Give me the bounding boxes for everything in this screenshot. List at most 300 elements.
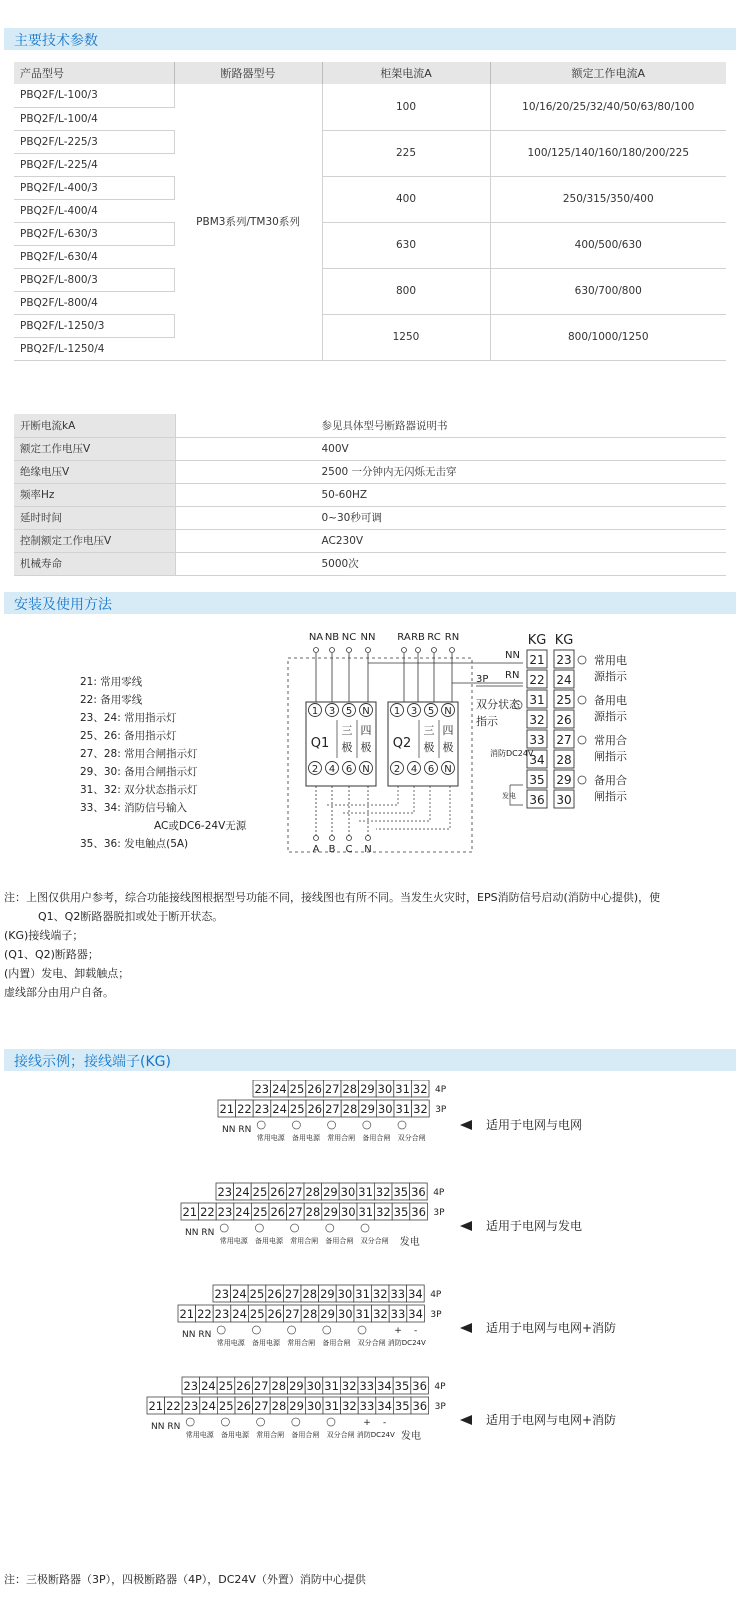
pole-label: 三 <box>423 724 435 737</box>
wire <box>368 663 523 686</box>
example-terminal-num: 23 <box>214 1307 230 1321</box>
example-terminal-num: 31 <box>324 1399 340 1413</box>
lamp-icon <box>361 1224 369 1232</box>
example-terminal-num: 28 <box>302 1287 318 1301</box>
p3-label: 3P <box>435 1105 447 1115</box>
kg-label: KG <box>554 633 574 648</box>
example-terminal-num: 36 <box>412 1399 428 1413</box>
terminal-dot <box>314 648 319 653</box>
table-cell: PBQ2F/L-800/3 <box>14 268 174 291</box>
lamp-icon <box>328 1121 336 1129</box>
pole-label: 极 <box>423 741 435 754</box>
example-terminal-num: 32 <box>413 1102 428 1116</box>
minus-sign: - <box>382 1418 387 1428</box>
table-cell: 100 <box>322 84 490 130</box>
example-terminal-num: 27 <box>253 1379 269 1393</box>
phase-label: NB <box>324 632 340 643</box>
param-value: 0~30秒可调 <box>175 506 726 529</box>
param-value: 400V <box>175 437 726 460</box>
output-label: N <box>364 844 372 855</box>
example-terminal-num: 23 <box>183 1399 199 1413</box>
example-terminal-num: 27 <box>254 1399 269 1413</box>
example-label: 常用电源 <box>219 1237 248 1245</box>
p3-label: 3P <box>476 674 489 685</box>
kg-terminal-num: 34 <box>529 753 545 767</box>
example-terminal-num: 26 <box>267 1307 283 1321</box>
fire-label: 消防DC24V <box>387 1339 426 1347</box>
gen-label: 发电 <box>502 792 516 800</box>
example-terminal-num: 26 <box>307 1102 323 1116</box>
example-terminal-num: 24 <box>235 1205 250 1219</box>
lamp-icon <box>255 1224 263 1232</box>
lamp-icon <box>221 1418 229 1426</box>
example-terminal-num: 30 <box>340 1185 356 1199</box>
table-cell: PBQ2F/L-1250/4 <box>14 337 174 360</box>
example-label: 双分合闸 <box>357 1339 386 1347</box>
terminal-num: N <box>444 706 452 717</box>
example-terminal-num: 27 <box>288 1205 303 1219</box>
note-line: (KG)接线端子； <box>4 929 84 942</box>
param-key: 控制额定工作电压V <box>14 529 175 552</box>
terminal-dot <box>314 836 319 841</box>
example-terminal-num: 29 <box>323 1185 338 1199</box>
arrow-icon <box>460 1120 472 1130</box>
arrow-icon <box>460 1415 472 1425</box>
example-terminal-num: 24 <box>272 1082 287 1096</box>
note-line: 虚线部分由用户自备。 <box>4 986 114 999</box>
example-terminal-num: 22 <box>200 1205 215 1219</box>
example-label: 常用电源 <box>185 1431 214 1439</box>
lamp-label: 常用合 <box>594 734 627 747</box>
table-cell: PBQ2F/L-100/3 <box>14 84 174 107</box>
example-terminal-num: 29 <box>289 1379 304 1393</box>
terminal-dot <box>432 648 437 653</box>
example-terminal-num: 32 <box>376 1205 391 1219</box>
table-cell: PBM3系列/TM30系列 <box>174 84 322 360</box>
example-label: 双分合闸 <box>360 1237 389 1245</box>
example-terminal-num: 31 <box>324 1379 339 1393</box>
example-terminal-num: 34 <box>408 1307 423 1321</box>
example-terminal-num: 23 <box>254 1082 270 1096</box>
rn-label: RN <box>505 670 520 681</box>
output-label: C <box>345 844 353 855</box>
example-label: 双分合闸 <box>397 1134 426 1142</box>
gen-label: 发电 <box>399 1237 420 1248</box>
example-label: 常用合闸 <box>256 1431 285 1439</box>
output-label: A <box>312 844 320 855</box>
param-value: 参见具体型号断路器说明书 <box>175 414 726 437</box>
legend-item: 35、36: 发电触点(5A) <box>80 838 189 850</box>
terminal-num: 6 <box>345 764 353 775</box>
example-terminal-num: 35 <box>394 1379 410 1393</box>
example-terminal-num: 36 <box>411 1185 426 1199</box>
example-label: 备用合闸 <box>322 1339 351 1347</box>
lamp-label: 备用电 <box>594 694 627 707</box>
table-cell: PBQ2F/L-630/4 <box>14 245 174 268</box>
table-cell: 630 <box>322 222 490 268</box>
example-terminal-num: 23 <box>254 1102 270 1116</box>
terminal-dot <box>402 648 407 653</box>
dual-label: 双分状态 <box>476 698 520 711</box>
section-title: 安装及使用方法 <box>14 597 112 613</box>
example-label: 常用合闸 <box>287 1339 316 1347</box>
example-terminal-num: 36 <box>411 1205 426 1219</box>
kg-terminal-num: 28 <box>556 753 572 767</box>
terminal-num: 5 <box>427 706 435 717</box>
example-terminal-num: 28 <box>305 1205 321 1219</box>
example-terminal-num: 31 <box>355 1307 371 1321</box>
kg-terminal-num: 22 <box>529 673 545 687</box>
example-terminal-num: 27 <box>325 1102 340 1116</box>
lamp-icon <box>578 776 586 784</box>
phase-label: NC <box>341 632 357 643</box>
param-value: 50-60HZ <box>175 483 726 506</box>
p3-label: 3P <box>433 1208 445 1218</box>
plus-sign: + <box>363 1418 371 1428</box>
example-label: 备用合闸 <box>325 1237 354 1245</box>
param-value: 2500 一分钟内无闪烁无击穿 <box>175 460 726 483</box>
p4-label: 4P <box>430 1290 442 1300</box>
example-terminal-num: 23 <box>217 1205 233 1219</box>
pole-label: 极 <box>341 741 353 754</box>
example-caption: 适用于电网与发电 <box>486 1219 583 1233</box>
table-cell: 1250 <box>322 314 490 360</box>
kg-terminal-num: 23 <box>556 653 572 667</box>
example-caption: 适用于电网与电网+消防 <box>486 1321 617 1335</box>
example-terminal-num: 28 <box>342 1102 358 1116</box>
wire <box>326 786 450 829</box>
example-terminal-num: 27 <box>324 1082 340 1096</box>
example-terminal-num: 23 <box>214 1287 230 1301</box>
example-label: 备用电源 <box>255 1237 283 1245</box>
example-terminal-num: 30 <box>306 1399 322 1413</box>
example-terminal-num: 27 <box>287 1185 303 1199</box>
lamp-icon <box>220 1224 228 1232</box>
lamp-icon <box>186 1418 194 1426</box>
gen-label: 发电 <box>401 1431 421 1442</box>
table-cell: 10/16/20/25/32/40/50/63/80/100 <box>490 84 726 130</box>
section-header-install <box>4 592 736 614</box>
example-label: 常用合闸 <box>327 1134 356 1142</box>
example-terminal-num: 30 <box>340 1205 356 1219</box>
legend-item: 31、32: 双分状态指示灯 <box>80 784 198 796</box>
lamp-icon <box>323 1326 331 1334</box>
table-cell: 630/700/800 <box>490 268 726 314</box>
table-cell: PBQ2F/L-400/4 <box>14 199 174 222</box>
lamp-icon <box>257 1418 265 1426</box>
example-terminal-num: 24 <box>201 1379 216 1393</box>
example-terminal-num: 24 <box>232 1287 247 1301</box>
example-label: 备用合闸 <box>362 1134 391 1142</box>
lamp-icon <box>398 1121 406 1129</box>
example-terminal-num: 33 <box>359 1399 375 1413</box>
example-terminal-num: 26 <box>270 1185 285 1199</box>
example-label: 备用电源 <box>292 1134 320 1142</box>
example-label: 备用电源 <box>221 1431 249 1439</box>
terminal-num: 1 <box>393 706 401 717</box>
terminal-num: 3 <box>410 706 418 717</box>
lamp-icon <box>578 696 586 704</box>
p4-label: 4P <box>434 1382 446 1392</box>
example-terminal-num: 32 <box>375 1185 391 1199</box>
example-terminal-num: 31 <box>358 1205 374 1219</box>
kg-terminal-num: 30 <box>556 793 572 807</box>
plus-sign: + <box>394 1326 402 1336</box>
kg-label: KG <box>527 633 547 648</box>
terminal-dot <box>347 648 352 653</box>
terminal-num: 1 <box>311 706 319 717</box>
kg-terminal-num: 21 <box>529 653 545 667</box>
pole-label: 三 <box>341 724 353 737</box>
example-terminal-num: 33 <box>390 1307 406 1321</box>
lamp-label: 备用合 <box>594 774 627 787</box>
nn-rn-label: NN RN <box>222 1125 252 1135</box>
note-line: (内置）发电、卸载触点； <box>4 967 130 980</box>
example-terminal-num: 24 <box>235 1185 250 1199</box>
section-header-specs <box>4 28 736 50</box>
p4-label: 4P <box>435 1085 447 1095</box>
table-cell: PBQ2F/L-225/4 <box>14 153 174 176</box>
col-header: 柜架电流A <box>322 62 490 84</box>
section-title: 主要技术参数 <box>14 33 98 49</box>
kg-terminal-num: 24 <box>556 673 572 687</box>
example-terminal-num: 26 <box>236 1399 252 1413</box>
phase-label: RB <box>411 632 425 643</box>
legend-item: 29、30: 备用合闸指示灯 <box>80 766 198 778</box>
terminal-dot <box>347 836 352 841</box>
param-table <box>14 414 726 576</box>
table-cell: PBQ2F/L-630/3 <box>14 222 174 245</box>
example-terminal-num: 29 <box>360 1102 375 1116</box>
table-cell: 400 <box>322 176 490 222</box>
example-terminal-num: 32 <box>372 1287 388 1301</box>
example-terminal-num: 21 <box>219 1102 235 1116</box>
terminal-num: 2 <box>393 764 401 775</box>
example-terminal-num: 28 <box>305 1185 321 1199</box>
section-title: 接线示例；接线端子(KG) <box>14 1054 171 1070</box>
lamp-label: 闸指示 <box>594 750 627 763</box>
p3-label: 3P <box>434 1402 446 1412</box>
example-terminal-num: 29 <box>289 1399 304 1413</box>
legend-item: 23、24: 常用指示灯 <box>80 712 177 724</box>
terminal-num: 4 <box>328 764 336 775</box>
example-terminal-num: 35 <box>393 1205 409 1219</box>
note-line: (Q1、Q2)断路器； <box>4 948 99 961</box>
param-key: 额定工作电压V <box>14 437 175 460</box>
example-terminal-num: 22 <box>237 1102 252 1116</box>
lamp-icon <box>578 736 586 744</box>
example-terminal-num: 24 <box>272 1102 287 1116</box>
note-line: 注：上图仅供用户参考，综合功能接线图根据型号功能不同，接线图也有所不同。当发生火灾时，EPS消防信号启动(消防中心提供)，使 <box>4 891 661 904</box>
example-terminal-num: 27 <box>285 1307 300 1321</box>
note-line: Q1、Q2断路器脱扣或处于断开状态。 <box>38 910 224 923</box>
example-terminal-num: 23 <box>183 1379 199 1393</box>
col-header: 额定工作电流A <box>490 62 726 84</box>
kg-terminal-num: 27 <box>556 733 572 747</box>
example-terminal-num: 23 <box>217 1185 233 1199</box>
example-terminal-num: 26 <box>270 1205 286 1219</box>
example-terminal-num: 36 <box>412 1379 427 1393</box>
example-terminal-num: 29 <box>320 1287 335 1301</box>
table-cell: PBQ2F/L-400/3 <box>14 176 174 199</box>
kg-terminal-num: 32 <box>529 713 545 727</box>
output-label: B <box>328 844 336 855</box>
table-cell: 225 <box>322 130 490 176</box>
example-terminal-num: 31 <box>395 1082 410 1096</box>
example-terminal-num: 31 <box>358 1185 373 1199</box>
example-label: 备用电源 <box>252 1339 280 1347</box>
legend-item: 22: 备用零线 <box>80 694 143 706</box>
fire-label: 消防DC24V <box>356 1431 395 1439</box>
example-terminal-num: 33 <box>390 1287 406 1301</box>
kg-terminal-num: 35 <box>529 773 545 787</box>
example-terminal-num: 25 <box>249 1307 265 1321</box>
phase-label: RN <box>444 632 460 643</box>
terminal-dot <box>330 648 335 653</box>
phase-label: RC <box>427 632 441 643</box>
footnote: 注：三极断路器（3P），四极断路器（4P），DC24V（外置）消防中心提供 <box>4 1573 366 1586</box>
lamp-label: 常用电 <box>594 654 627 667</box>
example-terminal-num: 25 <box>218 1399 234 1413</box>
terminal-num: 5 <box>345 706 353 717</box>
kg-terminal-num: 29 <box>556 773 572 787</box>
example-terminal-num: 35 <box>394 1399 410 1413</box>
example-terminal-num: 28 <box>302 1307 318 1321</box>
example-terminal-num: 28 <box>271 1379 287 1393</box>
kg-terminal-num: 31 <box>529 693 545 707</box>
terminal-dot <box>416 648 421 653</box>
phase-label: NA <box>308 632 324 643</box>
example-terminal-num: 28 <box>342 1082 358 1096</box>
lamp-icon <box>252 1326 260 1334</box>
table-cell: 100/125/140/160/180/200/225 <box>490 130 726 176</box>
arrow-icon <box>460 1323 472 1333</box>
q2-name: Q2 <box>392 736 412 751</box>
example-terminal-num: 25 <box>289 1082 305 1096</box>
nn-rn-label: NN RN <box>185 1228 215 1238</box>
kg-terminal-num: 36 <box>529 793 545 807</box>
notes-block <box>4 888 660 1002</box>
table-cell: 800 <box>322 268 490 314</box>
phase-label: NN <box>360 632 376 643</box>
terminal-num: 3 <box>328 706 336 717</box>
example-terminal-num: 26 <box>236 1379 251 1393</box>
terminal-dot <box>450 648 455 653</box>
dual-label: 指示 <box>476 715 498 728</box>
example-terminal-num: 24 <box>232 1307 247 1321</box>
nn-rn-label: NN RN <box>182 1330 212 1340</box>
wiring-diagram <box>0 630 740 880</box>
kg-terminal-num: 25 <box>556 693 572 707</box>
table-cell: PBQ2F/L-225/3 <box>14 130 174 153</box>
terminal-dot <box>330 836 335 841</box>
section-header-examples <box>4 1049 736 1071</box>
example-terminal-num: 30 <box>337 1287 353 1301</box>
terminal-num: 2 <box>311 764 319 775</box>
example-terminal-num: 30 <box>337 1307 353 1321</box>
lamp-icon <box>326 1224 334 1232</box>
example-label: 常用合闸 <box>290 1237 319 1245</box>
lamp-icon <box>578 656 586 664</box>
example-terminal-num: 25 <box>289 1102 305 1116</box>
legend-item: AC或DC6-24V无源 <box>154 820 247 832</box>
example-terminal-num: 28 <box>271 1399 287 1413</box>
example-terminal-num: 21 <box>148 1399 164 1413</box>
example-caption: 适用于电网与电网+消防 <box>486 1413 617 1427</box>
example-terminal-num: 32 <box>341 1379 357 1393</box>
spec-table <box>14 62 726 361</box>
example-terminal-num: 21 <box>179 1307 195 1321</box>
example-terminal-num: 26 <box>307 1082 322 1096</box>
example-terminal-num: 34 <box>408 1287 423 1301</box>
minus-sign: - <box>413 1326 418 1336</box>
lamp-icon <box>292 1418 300 1426</box>
example-terminal-num: 22 <box>197 1307 212 1321</box>
pole-label: 四 <box>360 724 372 737</box>
example-terminal-num: 32 <box>342 1399 357 1413</box>
nn-rn-label: NN RN <box>151 1422 181 1432</box>
example-terminal-num: 29 <box>360 1082 375 1096</box>
table-cell: PBQ2F/L-1250/3 <box>14 314 174 337</box>
example-label: 常用电源 <box>216 1339 245 1347</box>
example-terminal-num: 25 <box>252 1185 268 1199</box>
table-cell: 800/1000/1250 <box>490 314 726 360</box>
example-terminal-num: 26 <box>267 1287 282 1301</box>
lamp-icon <box>358 1326 366 1334</box>
lamp-icon <box>288 1326 296 1334</box>
example-label: 常用电源 <box>256 1134 285 1142</box>
terminal-num: N <box>444 764 452 775</box>
lamp-icon <box>217 1326 225 1334</box>
example-terminal-num: 30 <box>377 1102 393 1116</box>
example-terminal-num: 32 <box>373 1307 388 1321</box>
kg-terminal-num: 26 <box>556 713 572 727</box>
lamp-label: 闸指示 <box>594 790 627 803</box>
example-terminal-num: 30 <box>377 1082 393 1096</box>
lamp-icon <box>257 1121 265 1129</box>
example-terminal-num: 34 <box>377 1399 392 1413</box>
example-terminal-num: 33 <box>359 1379 375 1393</box>
nn-label: NN <box>505 650 520 661</box>
pole-label: 极 <box>360 741 372 754</box>
wiring-examples <box>0 1080 740 1480</box>
example-terminal-num: 31 <box>395 1102 411 1116</box>
p4-label: 4P <box>433 1188 445 1198</box>
phase-label: RA <box>397 632 411 643</box>
example-terminal-num: 29 <box>323 1205 338 1219</box>
p3-label: 3P <box>430 1310 442 1320</box>
legend-item: 33、34: 消防信号输入 <box>80 802 188 814</box>
table-cell: PBQ2F/L-800/4 <box>14 291 174 314</box>
pole-label: 四 <box>442 724 454 737</box>
terminal-num: 6 <box>427 764 435 775</box>
lamp-icon <box>327 1418 335 1426</box>
col-header: 产品型号 <box>14 62 174 84</box>
lamp-label: 源指示 <box>594 670 627 683</box>
example-terminal-num: 27 <box>284 1287 300 1301</box>
terminal-num: 4 <box>410 764 418 775</box>
q1-name: Q1 <box>310 736 330 751</box>
example-terminal-num: 30 <box>306 1379 322 1393</box>
example-caption: 适用于电网与电网 <box>486 1118 583 1132</box>
col-header: 断路器型号 <box>174 62 322 84</box>
param-key: 机械寿命 <box>14 552 175 575</box>
example-terminal-num: 21 <box>182 1205 198 1219</box>
example-label: 双分合闸 <box>326 1431 355 1439</box>
legend-item: 21: 常用零线 <box>80 676 143 688</box>
param-key: 延时时间 <box>14 506 175 529</box>
example-terminal-num: 35 <box>393 1185 409 1199</box>
